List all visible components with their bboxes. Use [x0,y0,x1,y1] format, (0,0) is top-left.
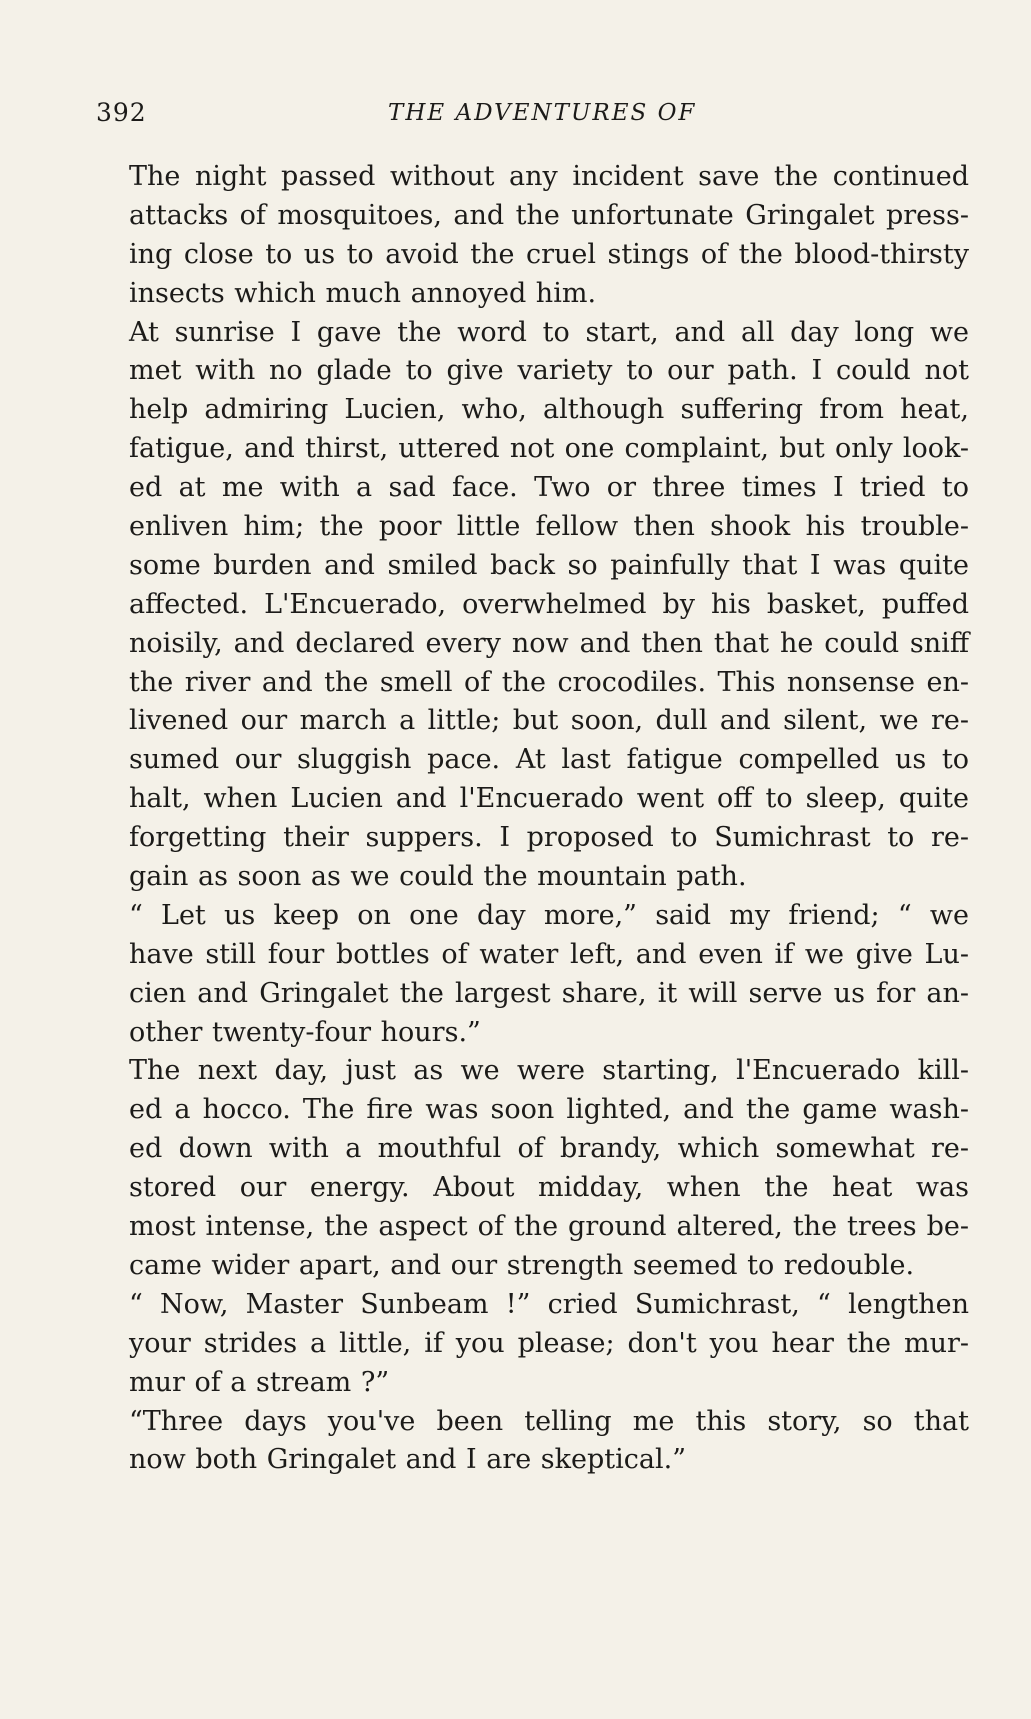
text-line: The next day, just as we were starting, l'Encuerado kill- [129,1055,969,1087]
text-line: fatigue, and thirst, uttered not one complaint, but only look- [129,433,969,465]
text-line: affected. L'Encuerado, overwhelmed by his basket, puffed [129,588,969,620]
text-line: “ Now, Master Sunbeam !” cried Sumichrast, “ lengthen [129,1288,969,1320]
paragraph-1 [99,158,969,314]
text-line: noisily, and declared every now and then that he could sniff [129,627,969,659]
text-line: now both Gringalet and I are skeptical.” [129,1444,686,1476]
text-line: “Three days you've been telling me this story, so that [129,1405,969,1437]
text-line: most intense, the aspect of the ground altered, the trees be- [129,1211,969,1243]
text-line: ed at me with a sad face. Two or three times I tried to [129,472,969,504]
paragraph-5 [99,1286,969,1403]
text-line: The night passed without any incident save the continued [129,161,969,192]
text-line: came wider apart, and our strength seemed to redouble. [129,1249,915,1281]
page-number: 392 [96,98,147,127]
running-title: THE ADVENTURES OF [388,100,697,126]
body-text [99,158,969,1480]
text-line: gain as soon as we could the mountain path. [129,861,747,893]
text-line: cien and Gringalet the largest share, it will serve us for an- [129,977,969,1009]
text-line: stored our energy. About midday, when the heat was [129,1172,969,1204]
text-line: ed a hocco. The fire was soon lighted, and the game wash- [129,1094,969,1126]
text-line: sumed our sluggish pace. At last fatigue compelled us to [129,744,969,776]
text-line: have still four bottles of water left, and even if we give Lu- [129,938,969,970]
text-line: help admiring Lucien, who, although suffering from heat, [129,394,969,426]
text-line: some burden and smiled back so painfully that I was quite [129,549,969,581]
text-line: the river and the smell of the crocodiles. This nonsense en- [129,666,969,698]
text-line: ed down with a mouthful of brandy, which somewhat re- [129,1133,969,1165]
text-line: halt, when Lucien and l'Encuerado went off to sleep, quite [129,783,969,815]
text-line: attacks of mosquitoes, and the unfortunate Gringalet press- [129,199,969,231]
text-line: enliven him; the poor little fellow then shook his trouble- [129,511,969,543]
text-line: met with no glade to give variety to our path. I could not [129,355,969,387]
text-line: other twenty-four hours.” [129,1016,481,1048]
text-line: insects which much annoyed him. [129,277,597,309]
text-line: ing close to us to avoid the cruel stings of the blood-thirsty [129,238,969,270]
paragraph-4 [99,1052,969,1285]
paragraph-6 [99,1403,969,1481]
text-line: mur of a stream ?” [129,1366,390,1398]
text-line: At sunrise I gave the word to start, and all day long we [129,316,969,348]
text-line: forgetting their suppers. I proposed to Sumichrast to re- [129,822,969,854]
text-line: your strides a little, if you please; don't you hear the mur- [129,1327,969,1359]
paragraph-3 [99,897,969,1053]
paragraph-2 [99,314,969,897]
text-line: “ Let us keep on one day more,” said my friend; “ we [129,899,969,931]
text-line: livened our march a little; but soon, dull and silent, we re- [129,705,969,737]
